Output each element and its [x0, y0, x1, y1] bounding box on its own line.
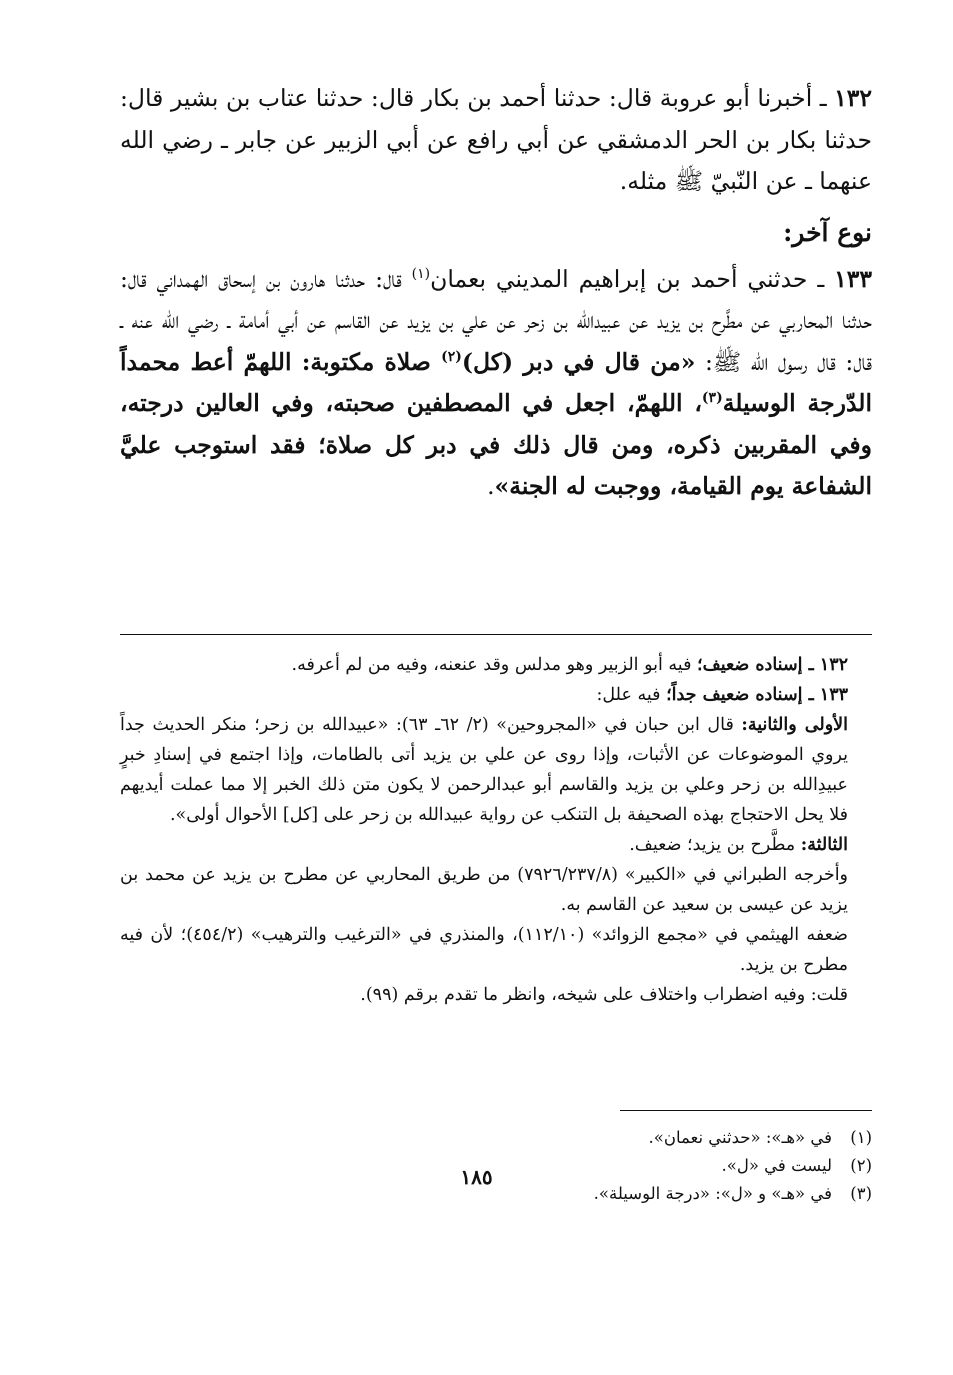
note-number: ١٣٢ — [819, 655, 848, 675]
footnote-mark: (٢) — [850, 1156, 872, 1175]
note-verdict: ـ إسناده ضعيف؛ — [697, 655, 820, 675]
note-paragraph — [120, 830, 872, 860]
note-paragraph: قلت: وفيه اضطراب واختلاف على شيخه، وانظر ما تقدم برقم (٩٩). — [360, 985, 848, 1005]
footnote-mark: (١) — [850, 1128, 872, 1147]
note-label: الأولى والثانية: — [741, 715, 848, 735]
hadith-text: ـ حدثني أحمد بن إبراهيم المديني بعمان — [430, 264, 835, 293]
footnote-ref-3[interactable]: (٣) — [701, 390, 723, 407]
footnote-text: في «هـ» و «ل»: «درجة الوسيلة». — [593, 1184, 832, 1203]
footnote-text: ليست في «ل». — [721, 1156, 832, 1175]
footnote-1 — [120, 1124, 872, 1152]
main-text — [120, 78, 872, 508]
section-heading: نوع آخر: — [783, 217, 872, 247]
hadith-matn: صلاة مكتوبة: اللهمّ أعط محمداً الدّرجة الوسيلة — [120, 347, 872, 417]
commentary — [120, 650, 872, 1010]
footnote-text: في «هـ»: «حدثني نعمان». — [648, 1128, 832, 1147]
hadith-number: ١٣٣ — [834, 264, 872, 293]
hadith-number: ١٣٢ — [834, 84, 872, 112]
hadith-text: ـ أخبرنا أبو عروبة قال: حدثنا أحمد بن بكار قال: حدثنا عتاب بن بشير قال: حدثنا بكار بن الحر الدمشقي عن أبي رافع عن أبي الزبير عن جابر ـ رضي الله عنهما ـ عن النّبيّ ﷺ مثله. — [120, 84, 872, 195]
hadith-132 — [120, 78, 872, 203]
note-text: فيه علل: — [596, 685, 667, 705]
footnote-ref-2[interactable]: (٢) — [441, 348, 462, 365]
note-text: قال ابن حبان في «المجروحين» (٢/ ٦٢ـ ٦٣): «عبيدالله بن زحر؛ منكر الحديث جداً يروي الموضوعات عن الأثبات، وإذا روى عن علي بن يزيد أتى بالطامات، وإذا اجتمع في إسنادِ خبرٍ عبيدِالله بن زحر وعلي بن يزيد والقاسم أبو عبدالرحمن لا يكون متن ذلك الخبر إلا مما عملت أيديهم فلا يحل الاحتجاج بهذه الصحيفة بل التنكب عن رواية عبيدالله بن زحر على [كل] الأحوال أولى». — [120, 715, 848, 825]
note-number: ١٣٣ — [819, 685, 848, 705]
note-132 — [120, 650, 872, 680]
hadith-text: قال: حدثنا هارون بن إسحاق الهمداني قال: حدثنا المحاربي عن مطَّرح بن يزيد عن عبيدالله بن زحر عن علي بن يزيد عن القاسم عن أبي أمامة ـ رضي الله عنه ـ قال: قال رسول الله ﷺ: — [120, 264, 872, 376]
note-paragraph: ضعفه الهيثمي في «مجمع الزوائد» (١١٢/١٠)، والمنذري في «الترغيب والترهيب» (٤٥٤/٢)؛ لأن فيه مطرح بن يزيد. — [120, 925, 848, 975]
note-paragraph — [120, 710, 872, 830]
note-text: فيه أبو الزبير وهو مدلس وقد عنعنه، وفيه من لم أعرفه. — [291, 655, 698, 675]
footnote-ref-1[interactable]: (١) — [411, 265, 431, 282]
hadith-end: . — [487, 472, 495, 500]
separator-line — [120, 634, 872, 635]
note-paragraph: وأخرجه الطبراني في «الكبير» (٧٩٢٦/٢٣٧/٨) من طريق المحاربي عن مطرح بن يزيد عن محمد بن يزيد عن عيسى بن سعيد عن القاسم به. — [120, 865, 849, 915]
note-text: مطَّرح بن يزيد؛ ضعيف. — [629, 835, 801, 855]
footnote-mark: (٣) — [850, 1184, 872, 1203]
hadith-matn: ، اللهمّ، اجعل في المصطفين صحبته، وفي العالين درجته، وفي المقربين ذكره، ومن قال ذلك في دبر كل صلاة؛ فقد استوجب عليَّ الشفاعة يوم القيامة، ووجبت له الجنة» — [120, 389, 872, 500]
note-133 — [120, 680, 872, 710]
page-number: ١٨٥ — [460, 1165, 493, 1189]
note-verdict: ـ إسناده ضعيف جداً؛ — [666, 685, 820, 705]
hadith-matn: «من قال في دبر (كل) — [461, 347, 696, 376]
hadith-133 — [120, 259, 872, 508]
note-label: الثالثة: — [800, 835, 848, 855]
footnote-separator — [620, 1110, 872, 1111]
